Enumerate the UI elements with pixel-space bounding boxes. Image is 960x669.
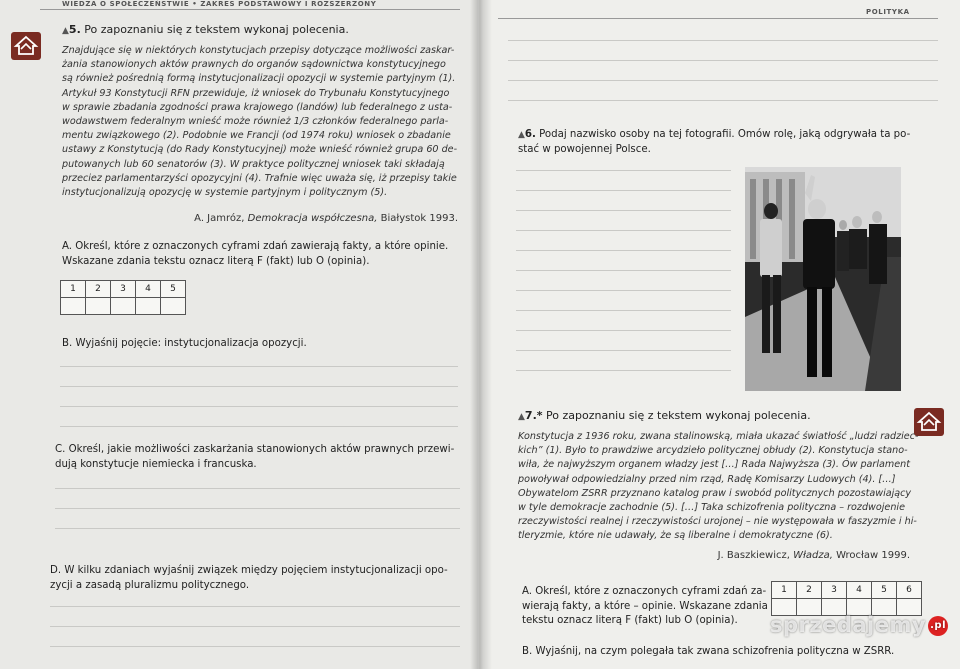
task6-question: [518, 128, 938, 157]
quote-line: w tyle demokracje zachodnie (5). […] Taka schizofrenia polityczna – rozdwojenie: [518, 502, 905, 514]
task-badge-icon: [11, 32, 41, 60]
running-header-left: WIEDZA O SPOŁECZEŃSTWIE • ZAKRES PODSTAWOWY I ROZSZERZONY: [62, 0, 377, 8]
watermark-logo-icon: .pl: [928, 616, 948, 636]
quote-line: wodawstwem federalnym wnieść może również 1/3 członków federalnego parla-: [62, 116, 449, 128]
quote-line: putowanych lub 60 senatorów (3). W praktyce politycznej wniosek taki składają: [62, 158, 445, 170]
quote-line: Obywatelom ZSRR przyznano katalog praw i swobód politycznych pozostawiający: [518, 487, 912, 499]
quote-line: powoływał odpowiedzialny przed nim rząd, Radę Komisarzy Ludowych (4). […]: [518, 473, 896, 485]
header-rule-right: [498, 18, 938, 19]
quote-line: są również pośrednią formą instytucjonalizacji opozycji w systemie partyjnym (1).: [62, 73, 456, 85]
header-rule-left: [40, 9, 460, 10]
quote-line: przeciez parlamentarzyści opozycyjni (4). Trafnie więc uważa się, iż przepisy takie: [62, 172, 457, 184]
task5-question-c: [55, 443, 465, 472]
table-header-cell: 4: [847, 582, 872, 599]
task6-line2: stać w powojennej Polsce.: [518, 143, 651, 155]
quote-line: wiła, że najwyższym organem władzy jest […] Rada Najwyższa (3). Ów parlament: [518, 459, 911, 471]
task7-qa-line2: wierają fakty, a które – opinie. Wskazane zdania: [522, 600, 768, 612]
task5-qc-line1: C. Określ, jakie możliwości zaskarżania stanowionych aktów prawnych przewi-: [55, 444, 455, 455]
task5-qc-line2: dują konstytucje niemiecka i francuska.: [55, 458, 257, 470]
left-page: [0, 0, 478, 669]
task5-question-b: B. Wyjaśnij pojęcie: instytucjonalizacja opozycji.: [62, 338, 307, 349]
task5-title: [62, 23, 349, 36]
task5-answer-table: [60, 280, 186, 315]
table-header-cell: 5: [872, 582, 897, 599]
task7-question-b: B. Wyjaśnij, na czym polegała tak zwana schizofrenia polityczna w ZSRR.: [522, 646, 895, 657]
source-title: Władza,: [793, 550, 833, 561]
task5-title-text: Po zapoznaniu się z tekstem wykonaj polecenia.: [84, 23, 349, 36]
table-header-cell: 2: [797, 582, 822, 599]
quote-line: ustawy z Konstytucją (do Rady Konstytucyjnej) może wnieść również grupa 60 de-: [62, 144, 458, 156]
historical-photograph: [745, 167, 901, 391]
triangle-icon: ▲: [62, 26, 69, 36]
triangle-icon: ▲: [518, 130, 525, 140]
task7-title: [518, 409, 811, 422]
book-spine-shadow: [470, 0, 492, 669]
task7-number: 7.*: [524, 409, 543, 422]
running-header-right: POLITYKA: [866, 8, 910, 16]
source-author: J. Baszkiewicz,: [717, 550, 790, 561]
answer-cell[interactable]: [86, 298, 111, 315]
quote-line: Znajdujące się w niektórych konstytucjach przepisy dotyczące możliwości zaskar-: [62, 45, 455, 56]
task7-answer-table: [771, 581, 922, 616]
table-header-cell: 1: [61, 281, 86, 298]
task5-source: [150, 213, 458, 224]
task7-title-text: Po zapoznaniu się z tekstem wykonaj polecenia.: [546, 409, 811, 422]
source-place: Wrocław 1999.: [836, 550, 910, 561]
task5-number: 5.: [68, 23, 81, 36]
task5-question-d: [50, 564, 465, 593]
task6-line1: [518, 128, 938, 143]
task5-b-answer-lines[interactable]: [60, 366, 458, 446]
watermark: [770, 613, 948, 637]
answer-cell[interactable]: [136, 298, 161, 315]
table-header-cell: 1: [772, 582, 797, 599]
quote-line: mentu związkowego (2). Podobnie we Francji (od 1974 roku) wniosek o zbadanie: [62, 130, 451, 142]
task5-question-a: [62, 240, 462, 269]
task5-quote: [62, 44, 462, 200]
task7-source: [598, 550, 910, 561]
answer-cell[interactable]: [111, 298, 136, 315]
task5-qd-line1: D. W kilku zdaniach wyjaśnij związek między pojęciem instytucjonalizacji opo-: [50, 565, 448, 576]
source-author: A. Jamróz,: [194, 213, 245, 224]
table-header-cell: 5: [161, 281, 186, 298]
task5-d-answer-lines[interactable]: [50, 606, 460, 666]
task6-number: 6.: [524, 129, 536, 140]
quote-line: żania stanowionych aktów prawnych do organów sądownictwa konstytucyjnego: [62, 59, 446, 71]
quote-line: instytucjonalizują opozycję w systemie partyjnym i politycznym (5).: [62, 187, 388, 199]
quote-line: Konstytucja z 1936 roku, zwana stalinowską, miała ukazać światłość „ludzi radziec-: [518, 431, 919, 442]
task7-quote: [518, 430, 938, 544]
task5-qa-line2: Wskazane zdania tekstu oznacz literą F (fakt) lub O (opinia).: [62, 255, 370, 267]
table-header-cell: 4: [136, 281, 161, 298]
task6-line1-text: Podaj nazwisko osoby na tej fotografii. Omów rolę, jaką odgrywała ta po-: [539, 129, 911, 140]
task7-qa-line1: A. Określ, które z oznaczonych cyframi zdań za-: [522, 586, 767, 597]
task5-qa-line1: A. Określ, które z oznaczonych cyframi zdań zawierają fakty, a które opinie.: [62, 241, 449, 252]
source-title: Demokracja współczesna,: [247, 213, 378, 224]
answer-cell[interactable]: [161, 298, 186, 315]
task5-d-continued-lines[interactable]: [508, 40, 938, 120]
quote-line: kich” (1). Było to prawdziwe arcydzieło politycznej obłudy (2). Konstytucja stano-: [518, 445, 908, 457]
answer-cell[interactable]: [61, 298, 86, 315]
table-header-cell: 3: [822, 582, 847, 599]
watermark-text: sprzedajemy: [770, 613, 927, 637]
quote-line: Artykuł 93 Konstytucji RFN przewiduje, iż wniosek do Trybunału Konstytucyjnego: [62, 87, 450, 99]
task6-answer-lines[interactable]: [516, 170, 731, 390]
triangle-icon: ▲: [518, 412, 525, 422]
table-header-cell: 3: [111, 281, 136, 298]
quote-line: tleryzmie, które nie udawały, że są liberalne i demokratyczne (6).: [518, 530, 833, 542]
source-place: Białystok 1993.: [380, 213, 458, 224]
task5-c-answer-lines[interactable]: [55, 488, 460, 548]
quote-line: rzeczywistości realnej i rzeczywistości urojonej – nie występowała w faszyzmie i hi-: [518, 516, 917, 528]
task7-question-a: [522, 585, 772, 629]
table-header-cell: 2: [86, 281, 111, 298]
task7-qa-line3: tekstu oznacz literą F (fakt) lub O (opinia).: [522, 615, 738, 626]
table-header-cell: 6: [897, 582, 922, 599]
task5-qd-line2: zycji a zasadą pluralizmu politycznego.: [50, 579, 250, 591]
quote-line: w sprawie zbadania zgodności prawa krajowego (landów) lub federalnego z usta-: [62, 101, 453, 113]
